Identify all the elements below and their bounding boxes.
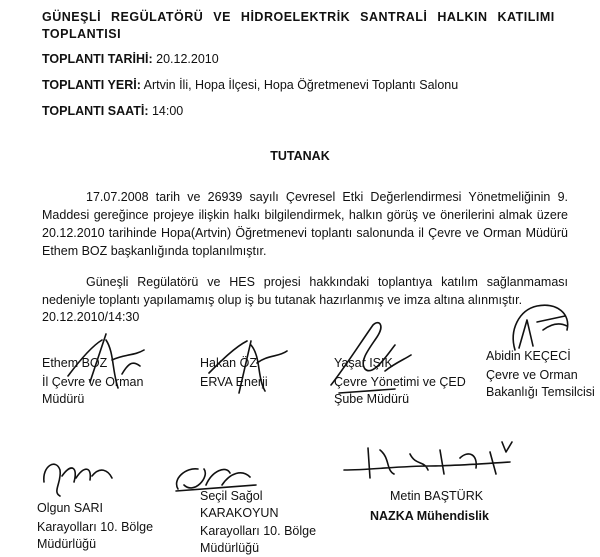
meeting-place-line [42,77,458,93]
signatory-6-role: Karayolları 10. Bölge Müdürlüğü [200,524,317,555]
signature-olgun-sari [38,452,118,507]
signatory-3-name: Yaşar IŞIK [334,356,393,370]
signatory-2-role: ERVA Enerji [200,375,268,389]
signatory-6-name: Seçil Sağol KARAKOYUN [200,489,279,520]
minutes-paragraph-2: Güneşli Regülatörü ve HES projesi hakkındaki toplantıya katılım sağlanmaması nedeniyle toplantı yapılamamış olup iş bu tutanak hazırlanmış ve imza altına alınmıştır. [42,275,568,307]
signatory-5-name: Olgun SARI [37,501,104,515]
meeting-place-label: TOPLANTI YERİ: [42,78,141,92]
meeting-time-value: 14:00 [151,104,184,118]
signatory-4-role: Çevre ve Orman Bakanlığı Temsilcisi [486,368,595,399]
signatory-5-role: Karayolları 10. Bölge Müdürlüğü [37,520,154,551]
signatory-7-name: Metin BAŞTÜRK [390,489,484,503]
signatory-2-name: Hakan ÖZ [200,356,257,370]
meeting-date-label: TOPLANTI TARİHİ: [42,52,153,66]
meeting-date-line [42,51,219,67]
document-title: GÜNEŞLİ REGÜLATÖRÜ VE HİDROELEKTRİK SANTRALİ HALKIN KATILIMI TOPLANTISI [42,10,555,41]
signatory-1-role: İl Çevre ve Orman Müdürü [42,375,144,406]
signature-metin-basturk [340,440,520,485]
signatory-7-role: NAZKA Mühendislik [370,509,489,523]
signatory-3-role: Çevre Yönetimi ve ÇED Şube Müdürü [334,375,466,406]
signatory-1-name: Ethem BOZ [42,356,108,370]
signatory-4-name: Abidin KEÇECİ [486,349,571,363]
minutes-paragraph-1: 17.07.2008 tarih ve 26939 sayılı Çevresel Etki Değerlendirmesi Yönetmeliğinin 9. Maddesi gereğince projeye ilişkin halkı bilgilendirmek, halkın görüş ve önerilerini almak üzere 20.12.2010 tarihinde Hopa(Artvin) Öğretmenevi toplantı salonunda il Çevre ve Orman Müdürü Ethem BOZ başkanlığında toplanılmıştır. [42,190,568,258]
meeting-time-line [42,103,183,119]
minutes-closing-date: 20.12.2010/14:30 [42,310,140,324]
meeting-date-value: 20.12.2010 [156,52,219,66]
minutes-heading: TUTANAK [270,149,330,163]
meeting-time-label: TOPLANTI SAATİ: [42,104,149,118]
meeting-place-value: Artvin İli, Hopa İlçesi, Hopa Öğretmenevi Toplantı Salonu [143,78,459,92]
